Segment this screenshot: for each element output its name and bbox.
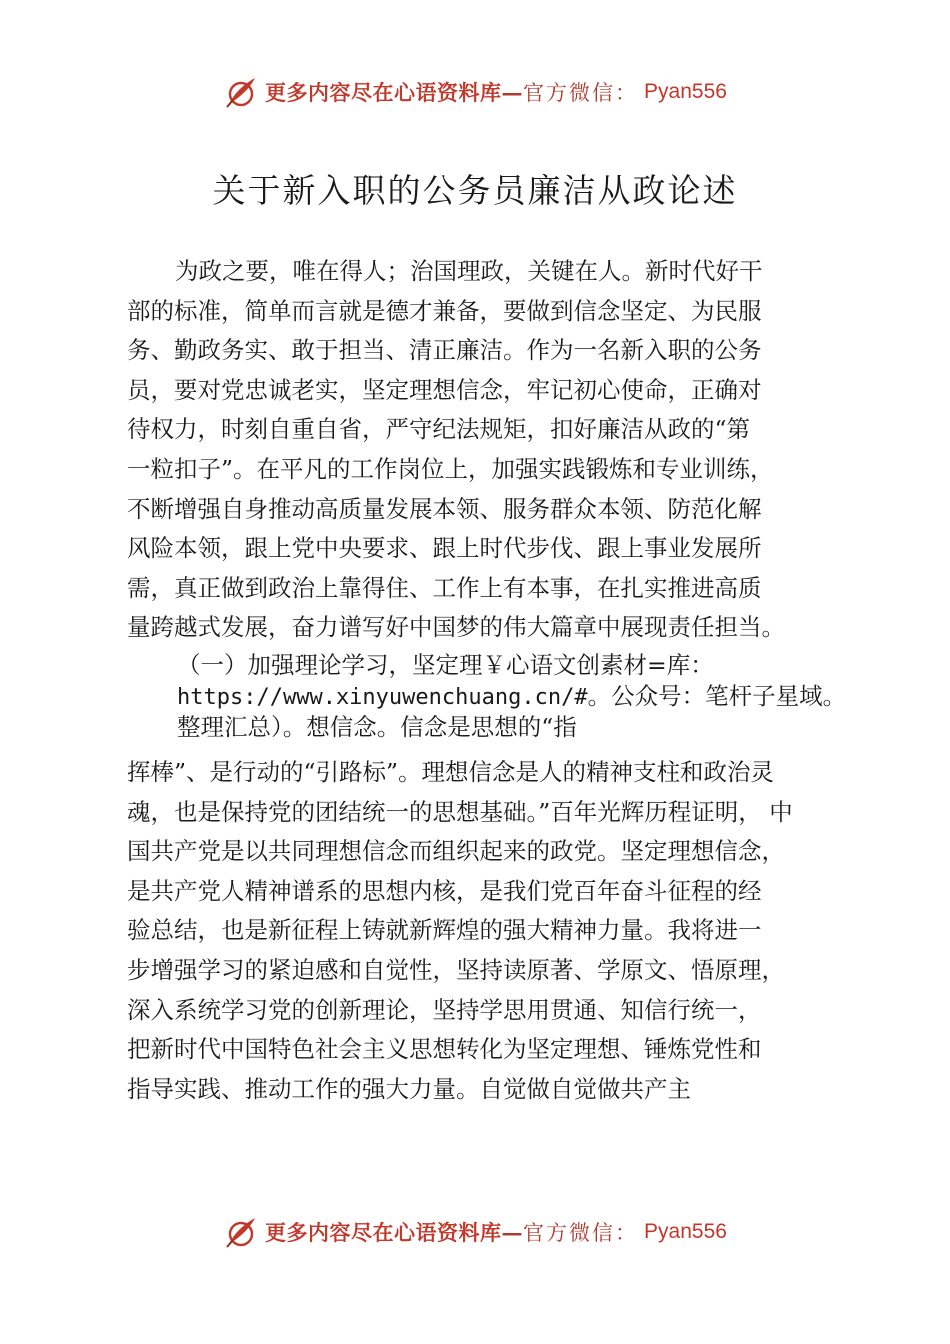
paragraph-1 <box>127 252 827 648</box>
document-title: 关于新入职的公务员廉洁从政论述 <box>212 171 738 210</box>
quill-logo-icon <box>223 1214 259 1250</box>
text-line: 步增强学习的紧迫感和自觉性，坚持读原著、学原文、悟原理， <box>127 955 785 984</box>
text-line: 深入系统学习党的创新理论，坚持学思用贯通、知信行统一， <box>127 995 762 1024</box>
watermark-wechat-label: 官方微信： <box>523 81 639 105</box>
watermark-text: 更多内容尽在心语资料库 <box>265 80 502 105</box>
watermark-separator: — <box>501 79 524 105</box>
source-url-link[interactable]: https://www.xinyuwenchuang.cn/# <box>177 684 588 710</box>
footer-watermark <box>0 1210 950 1254</box>
text-line: 国共产党是以共同理想信念而组织起来的政党。坚定理想信念， <box>127 837 785 866</box>
text-line: 务、勤政务实、敢于担当、清正廉洁。作为一名新入职的公务 <box>127 336 762 365</box>
watermark-wechat-id: Pyan556 <box>644 80 727 103</box>
text-line: 魂，也是保持党的团结统一的思想基础。”百年光辉历程证明， 中 <box>127 797 793 826</box>
text-line: 部的标准，简单而言就是德才兼备，要做到信念坚定、为民服 <box>127 296 762 325</box>
text-line: 一粒扣子”。在平凡的工作岗位上，加强实践锻炼和专业训练， <box>127 454 774 483</box>
watermark-separator: — <box>501 1219 524 1245</box>
section-url-suffix: 。公众号：笔杆子星域。 <box>587 681 847 710</box>
text-line: 量跨越式发展，奋力谱写好中国梦的伟大篇章中展现责任担当。 <box>127 613 785 642</box>
section-heading-line: 整理汇总）。想信念。信念是思想的“指 <box>177 712 577 741</box>
watermark-text: 更多内容尽在心语资料库 <box>265 1220 502 1245</box>
text-line: 员，要对党忠诚老实，坚定理想信念，牢记初心使命，正确对 <box>127 375 762 404</box>
watermark-wechat-id: Pyan556 <box>644 1220 727 1243</box>
text-line: 不断增强自身推动高质量发展本领、服务群众本领、防范化解 <box>127 494 762 523</box>
section-heading-1 <box>127 650 847 743</box>
paragraph-2 <box>127 753 827 1109</box>
watermark-wechat-label: 官方微信： <box>523 1221 639 1245</box>
text-line: 指导实践、推动工作的强大力量。自觉做自觉做共产主 <box>127 1074 691 1103</box>
text-line: 为政之要，唯在得人；治国理政，关键在人。新时代好干 <box>175 257 763 285</box>
document-body <box>127 252 847 1109</box>
text-line: 需，真正做到政治上靠得住、工作上有本事，在扎实推进高质 <box>127 573 762 602</box>
text-line: 验总结，也是新征程上铸就新辉煌的强大精神力量。我将进一 <box>127 916 762 945</box>
section-url-line <box>177 681 847 712</box>
section-heading-line: （一）加强理论学习，坚定理￥心语文创素材=库： <box>177 650 714 679</box>
quill-logo-icon <box>223 74 259 110</box>
text-line: 待权力，时刻自重自省，严守纪法规矩，扣好廉洁从政的“第 <box>127 415 751 444</box>
text-line: 挥棒”、是行动的“引路标”。理想信念是人的精神支柱和政治灵 <box>127 757 775 786</box>
text-line: 是共产党人精神谱系的思想内核，是我们党百年奋斗征程的经 <box>127 876 762 905</box>
header-watermark <box>0 70 950 114</box>
text-line: 风险本领，跟上党中央要求、跟上时代步伐、跟上事业发展所 <box>127 534 762 563</box>
text-line: 把新时代中国特色社会主义思想转化为坚定理想、锤炼党性和 <box>127 1035 762 1064</box>
